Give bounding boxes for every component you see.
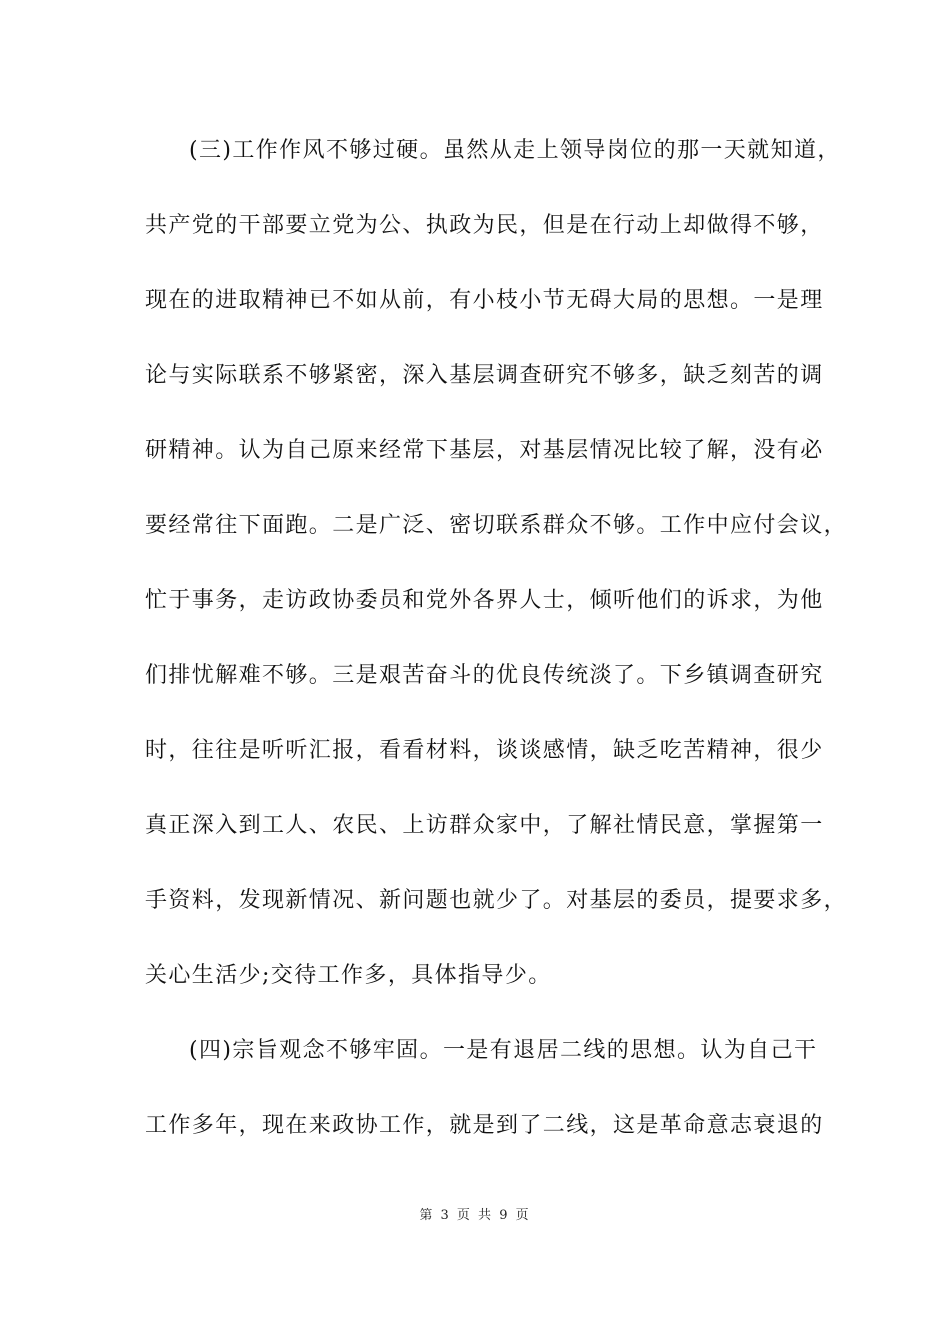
text-line: 论与实际联系不够紧密，深入基层调查研究不够多，缺乏刻苦的调	[145, 363, 824, 388]
text-line: 共产党的干部要立党为公、执政为民，但是在行动上却做得不够，	[145, 213, 824, 238]
text-line: (三)工作作风不够过硬。虽然从走上领导岗位的那一天就知道，	[189, 138, 841, 163]
text-line: 真正深入到工人、农民、上访群众家中，了解社情民意，掌握第一	[145, 813, 824, 838]
page-number-footer: 第 3 页 共 9 页	[419, 1208, 531, 1223]
text-line: (四)宗旨观念不够牢固。一是有退居二线的思想。认为自己干	[189, 1038, 818, 1063]
text-line: 工作多年，现在来政协工作，就是到了二线，这是革命意志衰退的	[145, 1113, 824, 1138]
text-line: 们排忧解难不够。三是艰苦奋斗的优良传统淡了。下乡镇调查研究	[145, 663, 824, 688]
text-line: 忙于事务，走访政协委员和党外各界人士，倾听他们的诉求，为他	[145, 588, 824, 613]
text-line: 时，往往是听听汇报，看看材料，谈谈感情，缺乏吃苦精神，很少	[145, 738, 824, 763]
body-text	[145, 132, 848, 1182]
text-line: 手资料，发现新情况、新问题也就少了。对基层的委员，提要求多，	[145, 888, 848, 913]
text-line: 关心生活少;交待工作多，具体指导少。	[145, 963, 552, 988]
text-line: 要经常往下面跑。二是广泛、密切联系群众不够。工作中应付会议，	[145, 513, 848, 538]
text-line: 现在的进取精神已不如从前，有小枝小节无碍大局的思想。一是理	[145, 288, 824, 313]
text-line: 研精神。认为自己原来经常下基层，对基层情况比较了解，没有必	[145, 438, 824, 463]
